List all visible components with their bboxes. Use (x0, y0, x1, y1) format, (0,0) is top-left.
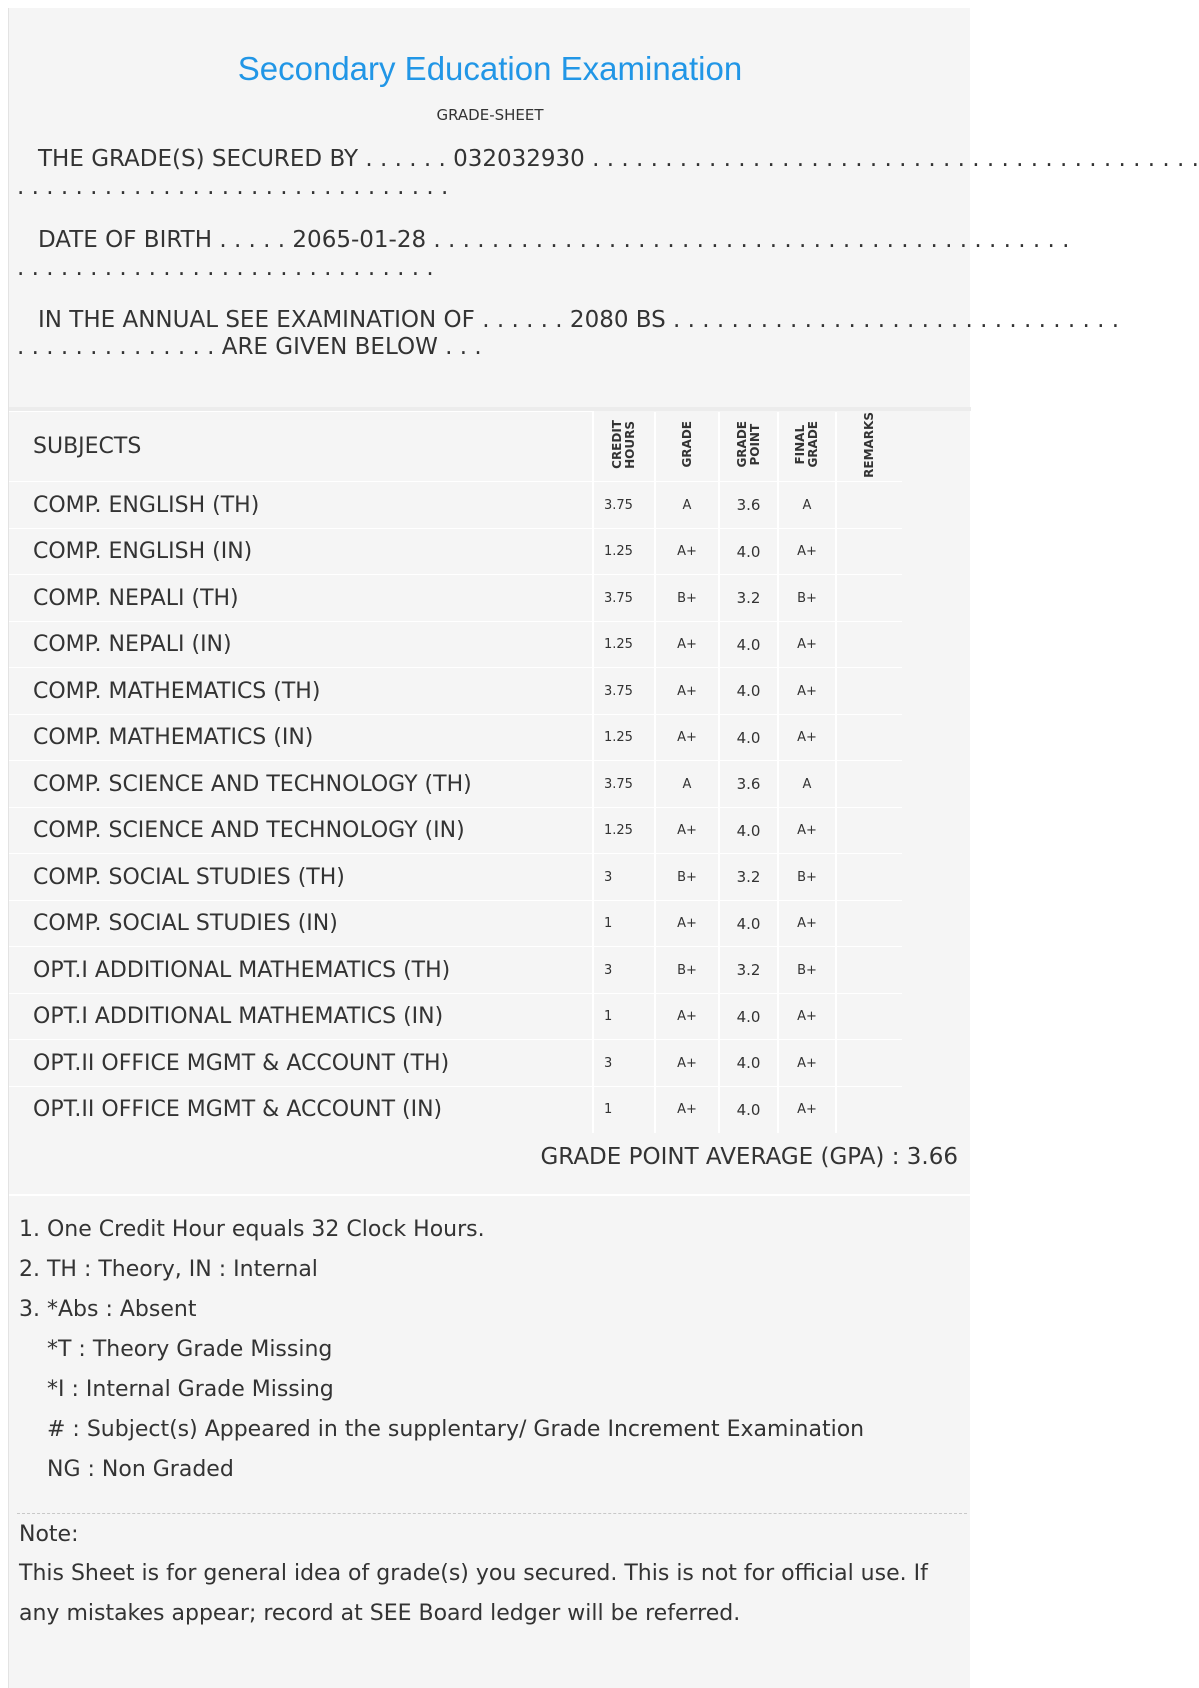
legend-item: *I : Internal Grade Missing (47, 1377, 334, 1402)
grade-sheet (8, 8, 1199, 1688)
remarks-cell (836, 761, 902, 808)
credit-hours-cell: 1 (593, 993, 655, 1040)
remarks-cell (836, 668, 902, 715)
grade-cell: A+ (655, 900, 719, 947)
legend-item: 2. TH : Theory, IN : Internal (19, 1257, 318, 1282)
grade-point-cell: 3.2 (719, 575, 778, 622)
gpa-summary: GRADE POINT AVERAGE (GPA) : 3.66 (540, 1144, 958, 1170)
credit-hours-cell: 3 (593, 854, 655, 901)
header-subjects: SUBJECTS (9, 412, 593, 482)
grade-cell: A+ (655, 528, 719, 575)
date-of-birth-line: DATE OF BIRTH . . . . . 2065-01-28 . . . . . . . . . . . . . . . . . . . . . . . . . . . . . . . . . . . . . . . . . . . . (38, 227, 1070, 253)
remarks-cell (836, 528, 902, 575)
grade-point-cell: 4.0 (719, 900, 778, 947)
legend-item: NG : Non Graded (47, 1457, 234, 1482)
grade-point-cell: 4.0 (719, 528, 778, 575)
subject-cell: COMP. SCIENCE AND TECHNOLOGY (IN) (9, 807, 593, 854)
credit-hours-cell: 1 (593, 900, 655, 947)
header-credit-hours-line2: HOURS (623, 420, 637, 469)
exam-given-below-line: . . . . . . . . . . . . . . ARE GIVEN BELOW . . . (17, 334, 482, 360)
final-grade-cell: B+ (778, 575, 836, 622)
table-header-row (9, 412, 902, 482)
table-row (9, 621, 902, 668)
legend-item: *T : Theory Grade Missing (47, 1337, 333, 1362)
note-label: Note: (19, 1522, 79, 1547)
subject-cell: COMP. SOCIAL STUDIES (TH) (9, 854, 593, 901)
final-grade-cell: A+ (778, 807, 836, 854)
grade-point-cell: 4.0 (719, 1040, 778, 1087)
credit-hours-cell: 1.25 (593, 807, 655, 854)
grades-table (9, 411, 902, 1133)
subject-cell: OPT.II OFFICE MGMT & ACCOUNT (IN) (9, 1086, 593, 1133)
header-final-grade (778, 412, 836, 482)
legend-item: # : Subject(s) Appeared in the supplentary/ Grade Increment Examination (47, 1417, 865, 1442)
legend-list (19, 1210, 864, 1490)
subject-cell: COMP. MATHEMATICS (IN) (9, 714, 593, 761)
remarks-cell (836, 1086, 902, 1133)
table-row (9, 1086, 902, 1133)
subject-cell: COMP. ENGLISH (TH) (9, 482, 593, 529)
grade-point-cell: 3.6 (719, 761, 778, 808)
header-final-grade-line1: FINAL (793, 424, 807, 465)
grade-point-cell: 3.2 (719, 854, 778, 901)
remarks-cell (836, 575, 902, 622)
grade-cell: A+ (655, 668, 719, 715)
final-grade-cell: A+ (778, 528, 836, 575)
subject-cell: COMP. NEPALI (TH) (9, 575, 593, 622)
grade-cell: A (655, 761, 719, 808)
exam-year-line: IN THE ANNUAL SEE EXAMINATION OF . . . . . . 2080 BS . . . . . . . . . . . . . . . . . . . . . . . . . . . . . . . (38, 307, 1120, 333)
date-of-birth-dots: . . . . . . . . . . . . . . . . . . . . . . . . . . . . . (17, 255, 434, 281)
secured-by-dots: . . . . . . . . . . . . . . . . . . . . . . . . . . . . . . (17, 174, 449, 200)
grade-cell: A+ (655, 621, 719, 668)
page-title: Secondary Education Examination (237, 50, 743, 87)
header-grade (655, 412, 719, 482)
grade-point-cell: 4.0 (719, 668, 778, 715)
header-credit-hours-line1: CREDIT (610, 420, 624, 469)
grade-point-cell: 4.0 (719, 993, 778, 1040)
table-row (9, 528, 902, 575)
header-grade-point (719, 412, 778, 482)
grade-point-cell: 4.0 (719, 714, 778, 761)
final-grade-cell: A+ (778, 621, 836, 668)
remarks-cell (836, 854, 902, 901)
grade-cell: A+ (655, 714, 719, 761)
table-row (9, 993, 902, 1040)
remarks-cell (836, 621, 902, 668)
final-grade-cell: A (778, 482, 836, 529)
remarks-cell (836, 482, 902, 529)
table-row (9, 854, 902, 901)
remarks-cell (836, 947, 902, 994)
header-grade-point-line1: GRADE (734, 421, 749, 468)
final-grade-cell: A+ (778, 900, 836, 947)
table-row (9, 900, 902, 947)
grade-cell: A+ (655, 993, 719, 1040)
table-row (9, 668, 902, 715)
credit-hours-cell: 3 (593, 947, 655, 994)
subject-cell: COMP. ENGLISH (IN) (9, 528, 593, 575)
remarks-cell (836, 900, 902, 947)
credit-hours-cell: 3.75 (593, 761, 655, 808)
grade-point-cell: 3.2 (719, 947, 778, 994)
header-grade-label: GRADE (679, 421, 694, 468)
header-credit-hours (593, 412, 655, 482)
final-grade-cell: A+ (778, 714, 836, 761)
table-row (9, 1040, 902, 1087)
grade-cell: B+ (655, 947, 719, 994)
secured-by-line: THE GRADE(S) SECURED BY . . . . . . 032032930 . . . . . . . . . . . . . . . . . . . . . . . . . . . . . . . . . . . . . . . . . . (38, 146, 1199, 172)
credit-hours-cell: 3.75 (593, 482, 655, 529)
grade-point-cell: 4.0 (719, 807, 778, 854)
gpa-divider (9, 1194, 971, 1196)
remarks-cell (836, 714, 902, 761)
note-divider (17, 1513, 967, 1514)
grade-cell: A+ (655, 1040, 719, 1087)
final-grade-cell: B+ (778, 854, 836, 901)
table-row (9, 714, 902, 761)
table-row (9, 947, 902, 994)
header-grade-point-line2: POINT (747, 423, 762, 466)
credit-hours-cell: 1 (593, 1086, 655, 1133)
final-grade-cell: A+ (778, 993, 836, 1040)
grade-cell: B+ (655, 575, 719, 622)
grade-cell: A (655, 482, 719, 529)
subject-cell: COMP. MATHEMATICS (TH) (9, 668, 593, 715)
final-grade-cell: A+ (778, 668, 836, 715)
subject-cell: OPT.I ADDITIONAL MATHEMATICS (TH) (9, 947, 593, 994)
remarks-cell (836, 1040, 902, 1087)
subject-cell: COMP. SOCIAL STUDIES (IN) (9, 900, 593, 947)
credit-hours-cell: 3 (593, 1040, 655, 1087)
final-grade-cell: A (778, 761, 836, 808)
credit-hours-cell: 1.25 (593, 621, 655, 668)
subject-cell: COMP. NEPALI (IN) (9, 621, 593, 668)
credit-hours-cell: 1.25 (593, 528, 655, 575)
grade-cell: A+ (655, 807, 719, 854)
credit-hours-cell: 3.75 (593, 668, 655, 715)
page-subtitle: GRADE-SHEET (436, 106, 544, 124)
table-row (9, 761, 902, 808)
table-row (9, 482, 902, 529)
legend-item: 1. One Credit Hour equals 32 Clock Hours. (19, 1217, 485, 1242)
subject-cell: COMP. SCIENCE AND TECHNOLOGY (TH) (9, 761, 593, 808)
final-grade-cell: B+ (778, 947, 836, 994)
table-row (9, 807, 902, 854)
header-remarks-label: REMARKS (862, 411, 876, 478)
remarks-cell (836, 993, 902, 1040)
note-text: This Sheet is for general idea of grade(s) you secured. This is not for official use. If any mistakes appear; record at SEE Board ledger will be referred. (19, 1561, 928, 1626)
header-final-grade-line2: GRADE (806, 421, 820, 468)
final-grade-cell: A+ (778, 1086, 836, 1133)
grade-cell: B+ (655, 854, 719, 901)
subject-cell: OPT.I ADDITIONAL MATHEMATICS (IN) (9, 993, 593, 1040)
final-grade-cell: A+ (778, 1040, 836, 1087)
remarks-cell (836, 807, 902, 854)
table-row (9, 575, 902, 622)
header-remarks (836, 412, 902, 482)
credit-hours-cell: 1.25 (593, 714, 655, 761)
grade-point-cell: 4.0 (719, 1086, 778, 1133)
grade-cell: A+ (655, 1086, 719, 1133)
grade-point-cell: 3.6 (719, 482, 778, 529)
grade-point-cell: 4.0 (719, 621, 778, 668)
legend-item: 3. *Abs : Absent (19, 1297, 197, 1322)
subject-cell: OPT.II OFFICE MGMT & ACCOUNT (TH) (9, 1040, 593, 1087)
credit-hours-cell: 3.75 (593, 575, 655, 622)
